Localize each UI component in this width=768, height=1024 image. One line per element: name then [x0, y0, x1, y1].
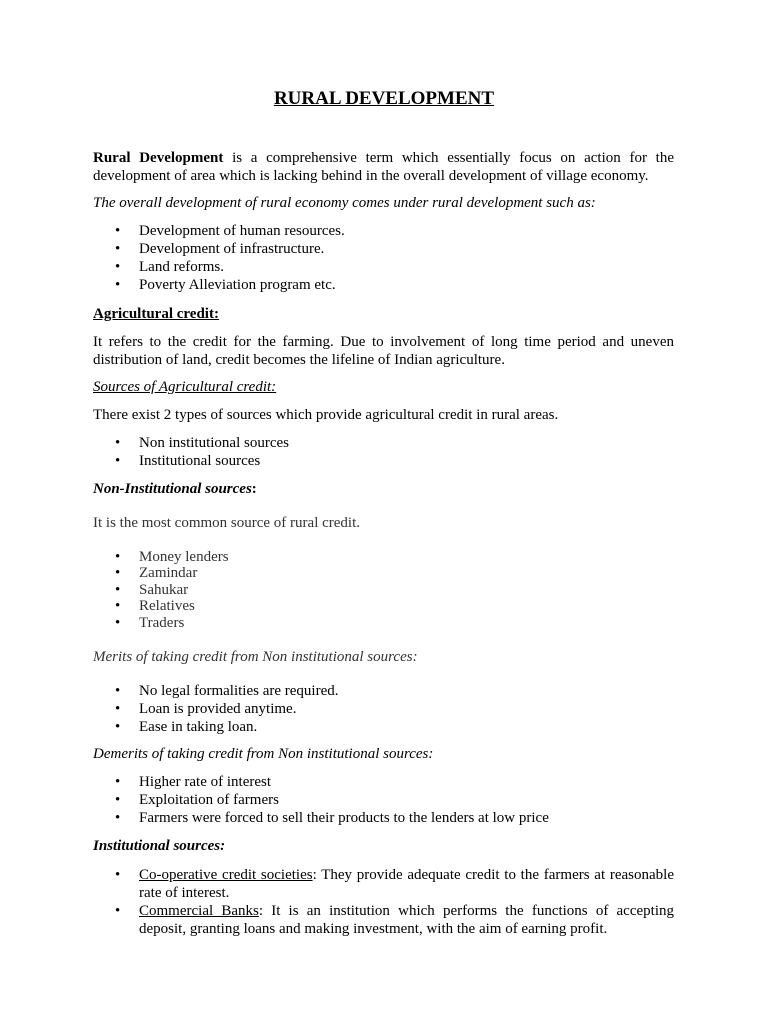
intro-paragraph	[93, 149, 674, 185]
list-item: • Farmers were forced to sell their products to the lenders at low price	[115, 810, 549, 826]
bullet-icon: •	[115, 683, 121, 699]
bullet-icon: •	[115, 259, 121, 275]
bullet-icon: •	[115, 453, 121, 469]
intro-term: Rural Development	[93, 150, 224, 166]
bullet-icon: •	[115, 701, 121, 717]
list-item: • Non institutional sources	[115, 435, 289, 451]
list-item: • Development of infrastructure.	[115, 241, 325, 257]
list-item: • Sahukar	[115, 582, 189, 598]
bullet-icon: •	[115, 241, 121, 257]
bullet-icon: •	[115, 565, 121, 581]
institutional-heading: Institutional sources:	[93, 838, 226, 854]
list-item: • No legal formalities are required.	[115, 683, 339, 699]
list-item: • Development of human resources.	[115, 223, 345, 239]
list-item: • Money lenders	[115, 549, 229, 565]
list-item: • Traders	[115, 615, 185, 631]
demerits-heading: Demerits of taking credit from Non institutional sources:	[93, 746, 434, 762]
bullet-icon: •	[115, 435, 121, 451]
list-item: • Institutional sources	[115, 453, 261, 469]
bullet-icon: •	[115, 598, 121, 614]
merits-heading: Merits of taking credit from Non institutional sources:	[93, 649, 418, 665]
non-institutional-heading: Non-Institutional sources:	[93, 481, 257, 497]
document-title: RURAL DEVELOPMENT	[273, 88, 495, 109]
bullet-icon: •	[115, 792, 121, 808]
list-item: • Higher rate of interest	[115, 774, 272, 790]
bullet-icon: •	[115, 774, 121, 790]
agri-credit-heading: Agricultural credit:	[93, 306, 219, 322]
bullet-icon: •	[115, 719, 121, 735]
list-item: • Zamindar	[115, 565, 198, 581]
list-item: • Co-operative credit societies: They provide adequate credit to the farmers at reasonable rate of interest.	[115, 867, 674, 901]
intro-text: is a comprehensive term which essentially focus on action for the development of area which is lacking behind in the overall development of village economy.	[93, 150, 674, 184]
list-item: • Exploitation of farmers	[115, 792, 279, 808]
overall-heading: The overall development of rural economy comes under rural development such as:	[93, 195, 596, 211]
sources-paragraph: There exist 2 types of sources which provide agricultural credit in rural areas.	[93, 407, 559, 423]
bullet-icon: •	[115, 549, 121, 565]
list-item: • Poverty Alleviation program etc.	[115, 277, 336, 293]
bullet-icon: •	[115, 810, 121, 826]
bullet-icon: •	[115, 277, 121, 293]
bullet-icon: •	[115, 223, 121, 239]
list-item: • Relatives	[115, 598, 195, 614]
list-item: • Ease in taking loan.	[115, 719, 258, 735]
list-item: • Commercial Banks: It is an institution which performs the functions of accepting deposit, granting loans and making investment, with the aim of earning profit.	[115, 903, 674, 937]
sources-heading: Sources of Agricultural credit:	[93, 379, 277, 395]
agri-credit-paragraph: It refers to the credit for the farming. Due to involvement of long time period and uneven distribution of land, credit becomes the lifeline of Indian agriculture.	[93, 334, 674, 368]
bullet-icon: •	[115, 582, 121, 598]
bullet-icon: •	[115, 615, 121, 631]
non-institutional-paragraph: It is the most common source of rural credit.	[93, 515, 361, 531]
list-item: • Loan is provided anytime.	[115, 701, 297, 717]
bullet-icon: •	[115, 903, 121, 919]
bullet-icon: •	[115, 867, 121, 883]
list-item: • Land reforms.	[115, 259, 224, 275]
